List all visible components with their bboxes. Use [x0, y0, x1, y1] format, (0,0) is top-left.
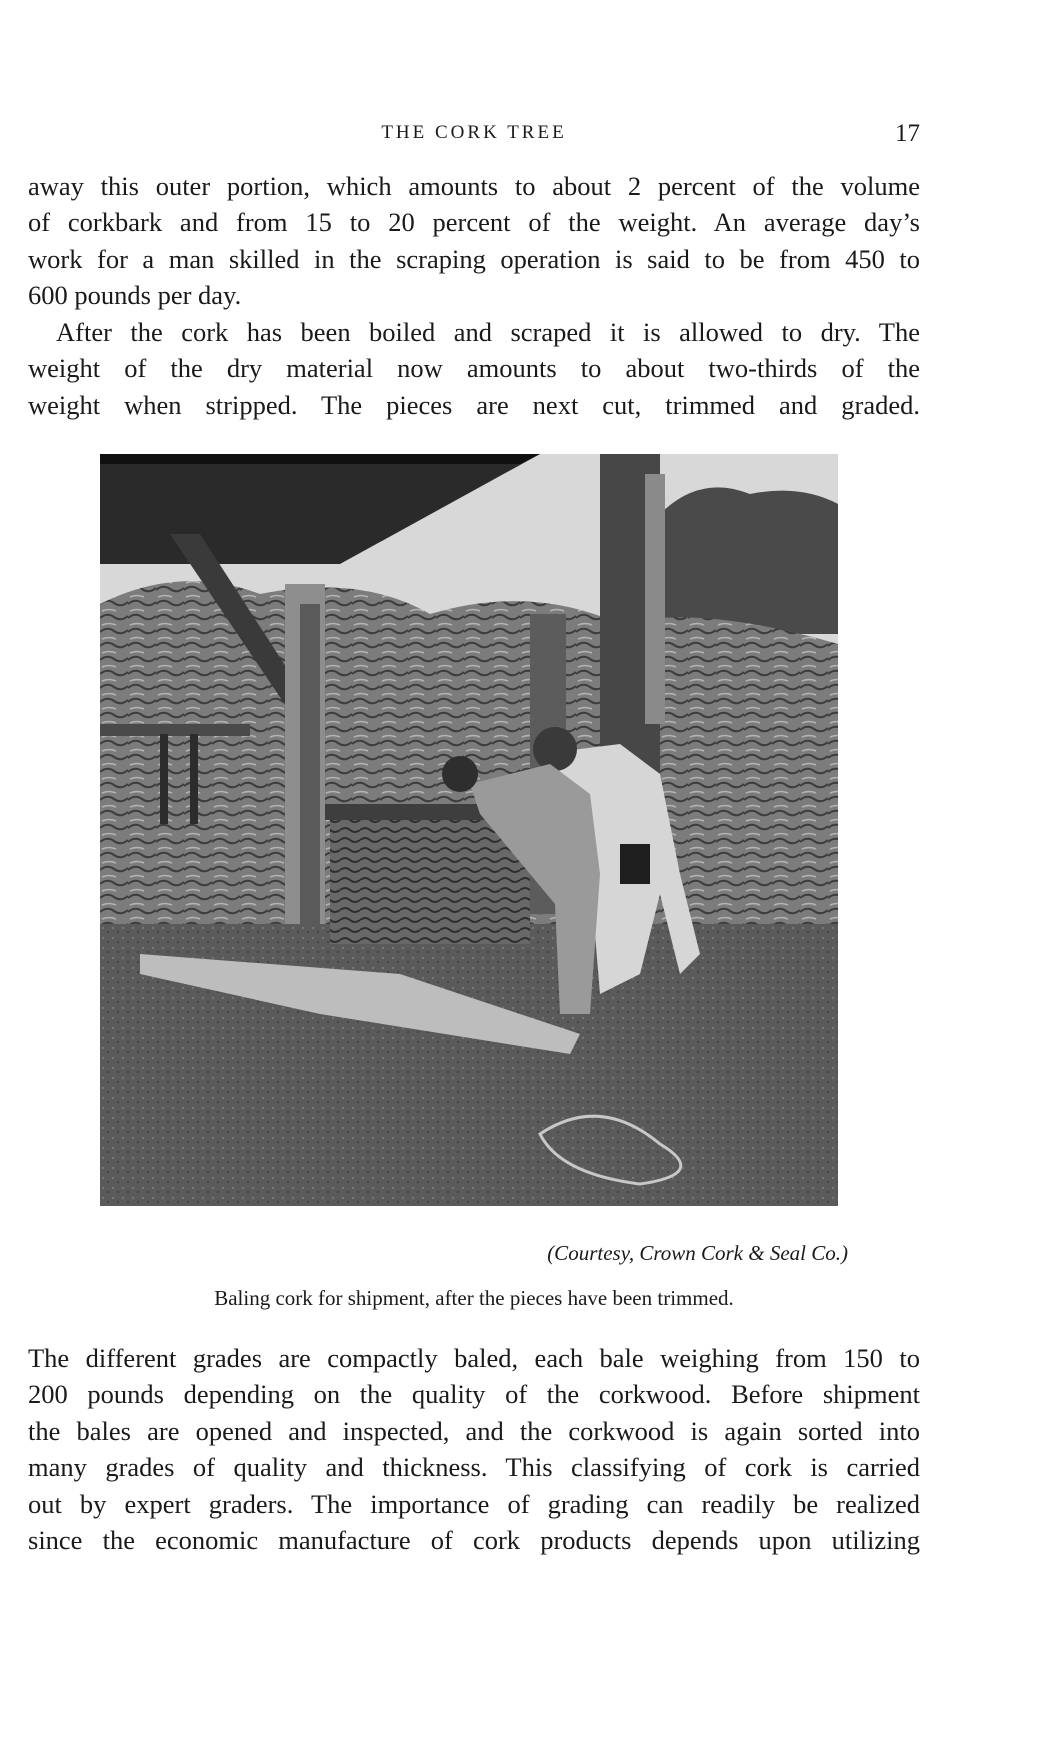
text-line: out by expert graders. The importance of grading can readily be realized [28, 1488, 920, 1519]
text-line: 600 pounds per day. [28, 280, 242, 311]
text-line: After the cork has been boiled and scraped it is allowed to dry. The [56, 317, 920, 347]
baling-photograph [100, 454, 838, 1206]
text-line: 200 pounds depending on the quality of the corkwood. Before shipment [28, 1379, 920, 1410]
text-line: weight when stripped. The pieces are next cut, trimmed and graded. [28, 389, 920, 420]
text-line: the bales are opened and inspected, and the corkwood is again sorted into [28, 1415, 920, 1446]
running-head [28, 120, 920, 150]
page-number: 17 [895, 120, 920, 147]
text-line: of corkbark and from 15 to 20 percent of the weight. An average day’s [28, 207, 920, 238]
photo-illustration [100, 454, 838, 1206]
text-line: since the economic manufacture of cork products depends upon utilizing [28, 1525, 920, 1556]
text-line: weight of the dry material now amounts to about two-thirds of the [28, 353, 920, 384]
paragraph-drying [28, 314, 920, 423]
paragraph-continued [28, 168, 920, 314]
text-line: work for a man skilled in the scraping operation is said to be from 450 to [28, 243, 920, 274]
text-line: The different grades are compactly baled, each bale weighing from 150 to [28, 1343, 920, 1373]
paragraph-grading [28, 1340, 920, 1558]
text-line: away this outer portion, which amounts to about 2 percent of the volume [28, 171, 920, 201]
text-line: many grades of quality and thickness. This classifying of cork is carried [28, 1452, 920, 1483]
photo-credit: (Courtesy, Crown Cork & Seal Co.) [547, 1241, 848, 1265]
figure-caption: Baling cork for shipment, after the pieces have been trimmed. [214, 1286, 734, 1310]
running-title: THE CORK TREE [381, 122, 567, 143]
